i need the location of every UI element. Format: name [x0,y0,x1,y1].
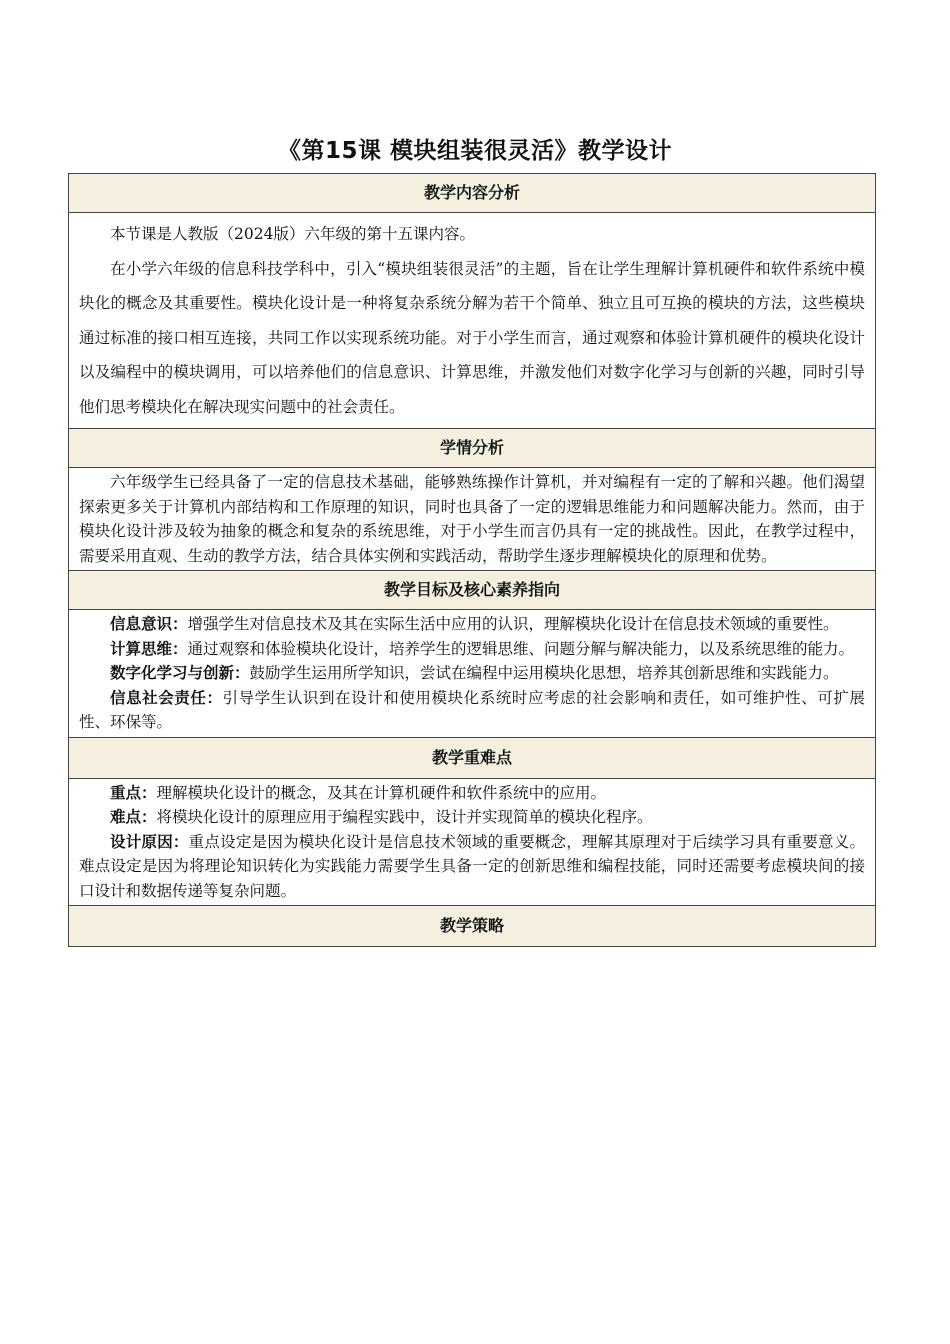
section-key-points-header-row [69,737,876,778]
key-point-item [79,830,865,904]
objective-item [79,637,865,662]
objective-item [79,612,865,637]
section-objectives-body-row [69,610,876,738]
item-text: 引导学生认识到在设计和使用模块化系统时应考虑的社会影响和责任，如可维护性、可扩展性、环保等。 [79,688,865,731]
lesson-plan-table [68,173,876,947]
item-text: 将模块化设计的原理应用于编程实践中，设计并实现简单的模块化程序。 [156,808,653,826]
item-label: 数字化学习与创新： [110,664,250,682]
objective-item [79,661,865,686]
section-heading: 教学策略 [69,906,876,947]
item-label: 重点： [110,783,157,802]
section-heading: 教学内容分析 [69,174,876,213]
section-objectives-header-row [69,571,876,610]
item-label: 设计原因： [110,832,189,851]
paragraph: 六年级学生已经具备了一定的信息技术基础，能够熟练操作计算机，并对编程有一定的了解和兴趣。他们渴望探索更多关于计算机内部结构和工作原理的知识，同时也具备了一定的逻辑思维能力和问题解决能力。然而，由于模块化设计涉及较为抽象的概念和复杂的系统思维，对于小学生而言仍具有一定的挑战性。因此，在教学过程中，需要采用直观、生动的教学方法，结合具体实例和实践活动，帮助学生逐步理解模块化的原理和优势。 [79,473,865,565]
item-text: 重点设定是因为模块化设计是信息技术领域的重要概念，理解其原理对于后续学习具有重要意义。难点设定是因为将理论知识转化为实践能力需要学生具备一定的创新思维和编程技能，同时还需要考虑模块间的接口设计和数据传递等复杂问题。 [79,832,865,900]
item-label: 信息意识： [110,615,188,633]
section-heading: 教学目标及核心素养指向 [69,571,876,610]
document-title: 《第15课 模块组装很灵活》教学设计 [277,138,672,164]
section-student-analysis-header-row [69,429,876,468]
item-text: 增强学生对信息技术及其在实际生活中应用的认识，理解模块化设计在信息技术领域的重要性。 [187,615,839,633]
section-content-analysis-body-row [69,213,876,429]
objective-item [79,686,865,735]
section-strategy-header-row [69,906,876,947]
section-body [69,778,876,906]
item-label: 计算思维： [110,639,188,658]
section-key-points-body-row [69,778,876,906]
paragraph: 本节课是人教版（2024版）六年级的第十五课内容。 [110,225,475,243]
item-text: 通过观察和体验模块化设计，培养学生的逻辑思维、问题分解与解决能力，以及系统思维的能力。 [187,639,855,658]
paragraph: 在小学六年级的信息科技学科中，引入“模块组装很灵活”的主题，旨在让学生理解计算机硬件和软件系统中模块化的概念及其重要性。模块化设计是一种将复杂系统分解为若干个简单、独立且可互换的模块的方法，这些模块通过标准的接口相互连接，共同工作以实现系统功能。对于小学生而言，通过观察和体验计算机硬件的模块化设计以及编程中的模块调用，可以培养他们的信息意识、计算思维，并激发他们对数字化学习与创新的兴趣，同时引导他们思考模块化在解决现实问题中的社会责任。 [79,259,865,416]
section-body [69,213,876,429]
item-label: 难点： [110,808,157,826]
key-point-item [79,805,865,830]
section-heading: 教学重难点 [69,737,876,778]
key-point-item [79,781,865,806]
item-label: 信息社会责任： [110,688,223,707]
section-body [69,468,876,571]
section-student-analysis-body-row [69,468,876,571]
section-body [69,610,876,738]
item-text: 鼓励学生运用所学知识，尝试在编程中运用模块化思想，培养其创新思维和实践能力。 [249,664,839,682]
section-heading: 学情分析 [69,429,876,468]
section-content-analysis-header-row [69,174,876,213]
item-text: 理解模块化设计的概念，及其在计算机硬件和软件系统中的应用。 [156,783,607,802]
